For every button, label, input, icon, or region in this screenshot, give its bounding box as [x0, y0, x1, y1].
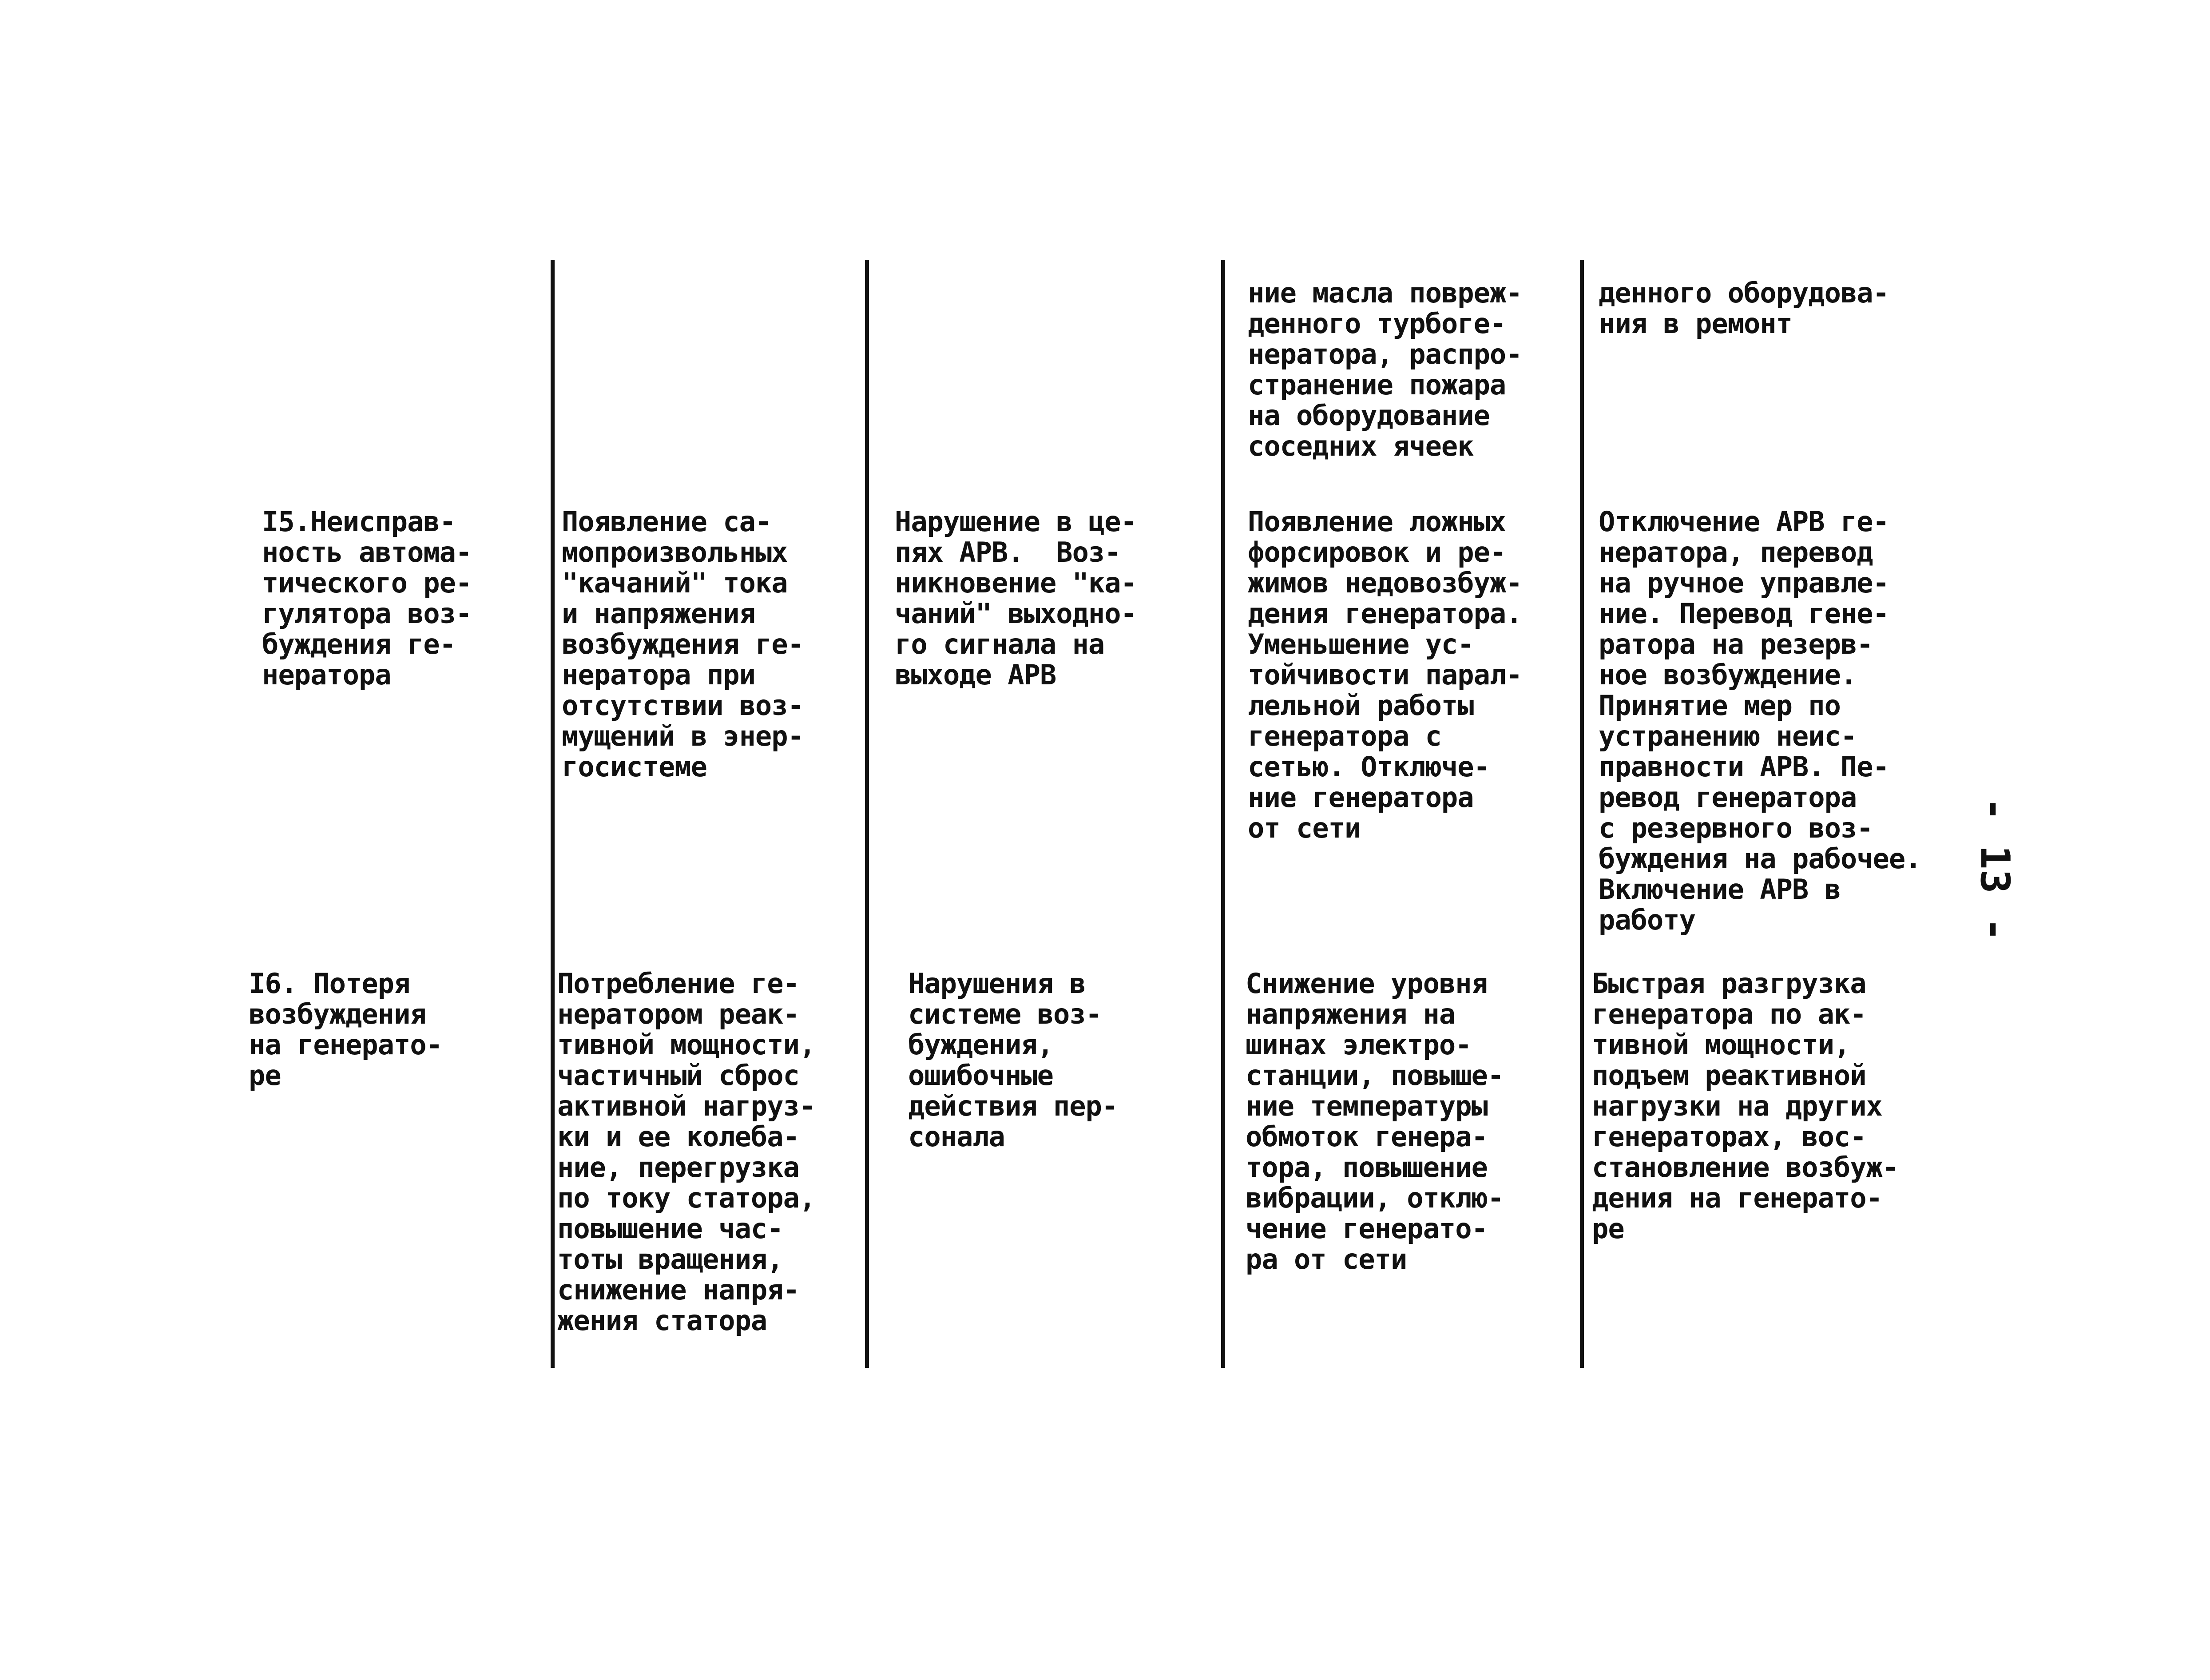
row-15-consequence: Появление ложных форсировок и ре- жимов недовозбуж- дения генератора. Уменьшение ус- тойчивости парал- лельной работы генератора с сетью. Отключе- ние генератора от сети	[1248, 505, 1522, 844]
row-16-consequence: Снижение уровня напряжения на шинах электро- станции, повыше- ние температуры обмоток генера- тора, повышение вибрации, отклю- чение генерато- ра от сети	[1246, 967, 1504, 1275]
column-divider-2	[865, 260, 869, 1368]
row-15-signs: Появление са- мопроизвольных "качаний" тока и напряжения возбуждения ге- нератора при отсутствии воз- мущений в энер- госистеме	[562, 505, 804, 783]
page-number: - 13 -	[1972, 797, 2019, 942]
row-16-signs: Потребление ге- нератором реак- тивной мощности, частичный сброс активной нагруз- ки и ее колеба- ние, перегрузка по току статора, повышение час- тоты вращения, снижение напря- жения статора	[557, 967, 816, 1337]
column-divider-4	[1580, 260, 1584, 1368]
row-16-fault: I6. Потеря возбуждения на генерато- ре	[249, 967, 442, 1092]
continuation-consequence: ние масла повреж- денного турбоге- нератора, распро- странение пожара на оборудование соседних ячеек	[1248, 277, 1522, 462]
column-divider-3	[1221, 260, 1225, 1368]
row-15-fault: I5.Неисправ- ность автома- тического ре- гулятора воз- буждения ге- нератора	[262, 505, 472, 691]
row-16-cause: Нарушения в системе воз- буждения, ошибочные действия пер- сонала	[908, 967, 1118, 1153]
column-divider-1	[551, 260, 555, 1368]
row-16-action: Быстрая разгрузка генератора по ак- тивной мощности, подъем реактивной нагрузки на других генераторах, вос- становление возбуж- дения на генерато- ре	[1592, 967, 1899, 1245]
row-15-cause: Нарушение в це- пях АРВ. Воз- никновение "ка- чаний" выходно- го сигнала на выходе АРВ	[895, 505, 1137, 691]
row-15-action: Отключение АРВ ге- нератора, перевод на ручное управле- ние. Перевод гене- ратора на резерв- ное возбуждение. Принятие мер по устранению неис- правности АРВ. Пе- ревод генератора с резервного воз- буждения на рабочее. Включение АРВ в работу	[1599, 505, 1921, 936]
continuation-action: денного оборудова- ния в ремонт	[1599, 277, 1889, 340]
